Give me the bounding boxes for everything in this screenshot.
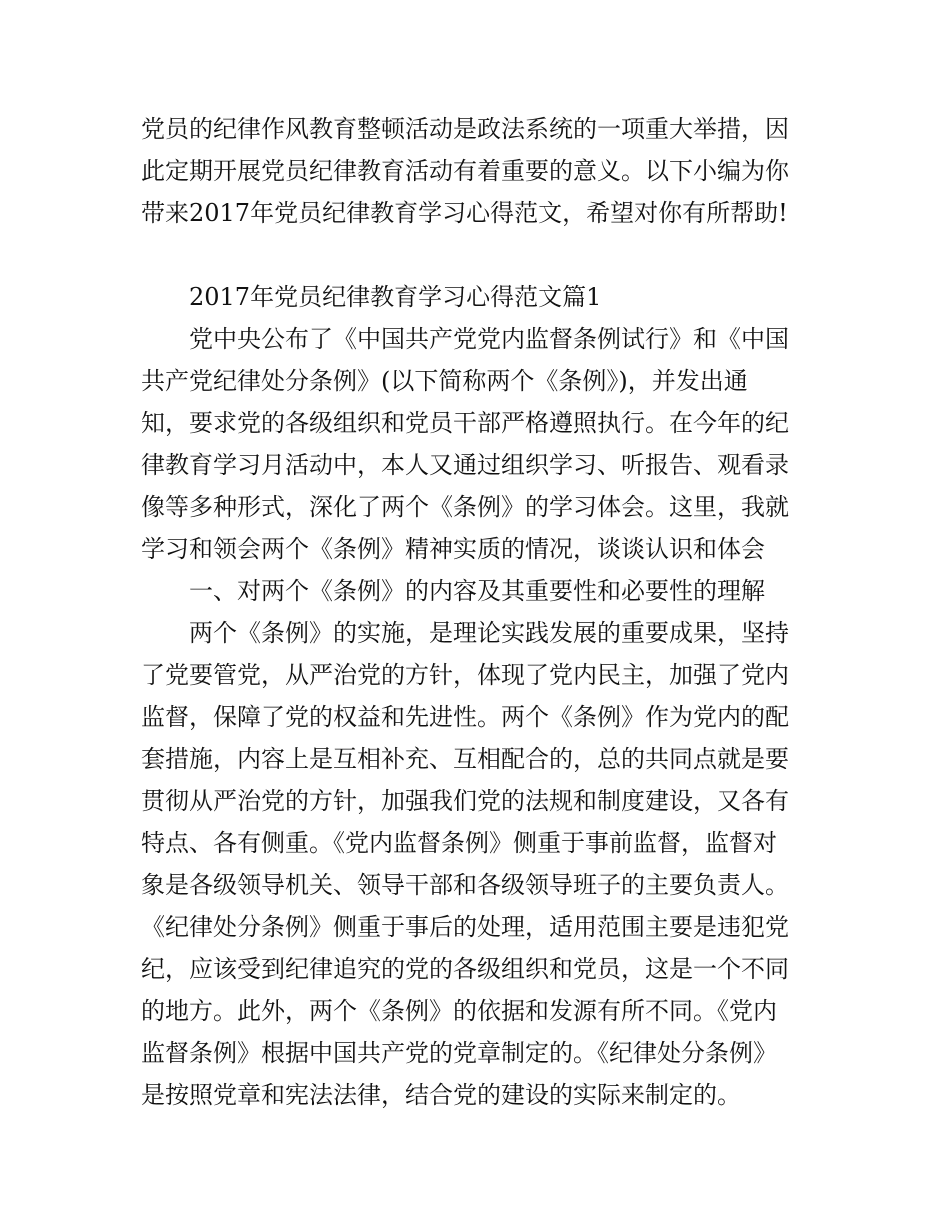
body-line: 《纪律处分条例》侧重于事后的处理，适用范围主要是违犯党 [141,913,789,941]
body-line: 共产党纪律处分条例》(以下简称两个《条例》)，并发出通 [141,367,748,395]
body-line: 象是各级领导机关、领导干部和各级领导班子的主要负责人。 [141,871,789,899]
body-line: 监督，保障了党的权益和先进性。两个《条例》作为党内的配 [141,703,789,731]
body-line: 特点、各有侧重。《党内监督条例》侧重于事前监督，监督对 [141,829,777,857]
section-heading: 一、对两个《条例》的内容及其重要性和必要性的理解 [141,577,765,605]
body-line: 学习和领会两个《条例》精神实质的情况，谈谈认识和体会 [141,535,765,563]
body-line: 的地方。此外，两个《条例》的依据和发源有所不同。《党内 [141,997,777,1025]
body-line: 了党要管党，从严治党的方针，体现了党内民主，加强了党内 [141,661,789,689]
body-line: 纪，应该受到纪律追究的党的各级组织和党员，这是一个不同 [141,955,789,983]
body-line: 监督条例》根据中国共产党的党章制定的。《纪律处分条例》 [141,1039,777,1067]
body-line: 贯彻从严治党的方针，加强我们党的法规和制度建设，又各有 [141,787,789,815]
article-title: 2017年党员纪律教育学习心得范文篇1 [141,283,602,311]
body-line: 知，要求党的各级组织和党员干部严格遵照执行。在今年的纪 [141,409,789,437]
intro-line: 此定期开展党员纪律教育活动有着重要的意义。以下小编为你 [141,157,789,185]
intro-line: 党员的纪律作风教育整顿活动是政法系统的一项重大举措，因 [141,115,789,143]
body-line: 像等多种形式，深化了两个《条例》的学习体会。这里，我就 [141,493,789,521]
intro-line: 带来2017年党员纪律教育学习心得范文，希望对你有所帮助! [141,199,788,227]
body-line: 党中央公布了《中国共产党党内监督条例试行》和《中国 [141,325,789,353]
body-line: 律教育学习月活动中，本人又通过组织学习、听报告、观看录 [141,451,789,479]
body-line: 套措施，内容上是互相补充、互相配合的，总的共同点就是要 [141,745,789,773]
body-line: 两个《条例》的实施，是理论实践发展的重要成果，坚持 [141,619,789,647]
body-line: 是按照党章和宪法法律，结合党的建设的实际来制定的。 [141,1081,741,1109]
